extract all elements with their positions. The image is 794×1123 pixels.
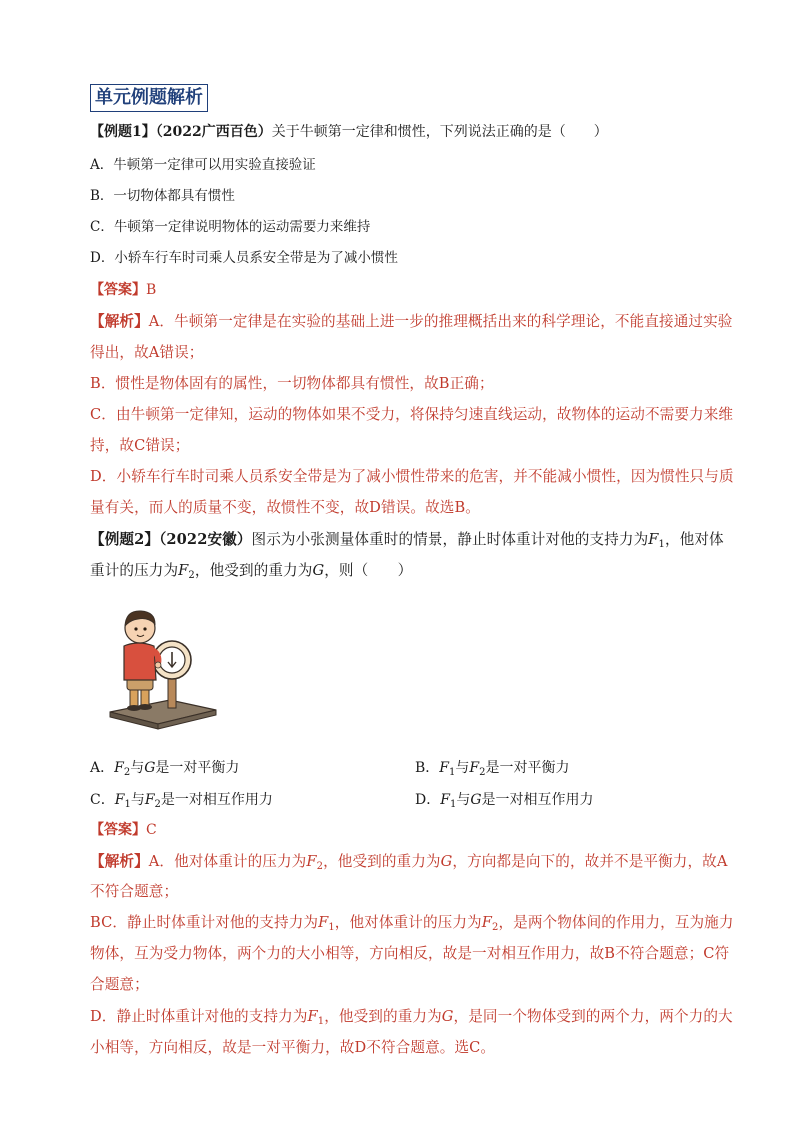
section-title: 单元例题解析 xyxy=(90,84,208,112)
option-text: 是一对相互作用力 xyxy=(481,792,594,808)
example2-option-c xyxy=(90,790,273,810)
example2-analysis-line4: 物体，互为受力物体，两个力的大小相等，方向相反，故是一对相互作用力，故B不符合题意；C符 xyxy=(90,945,730,962)
analysis-text: ，他受到的重力为 xyxy=(323,853,441,870)
example2-answer xyxy=(90,820,157,840)
example2-question-text: ，他受到的重力为 xyxy=(194,562,313,579)
example2-analysis-line1 xyxy=(90,852,728,872)
sub-1: 1 xyxy=(328,922,335,933)
example2-question-text: ，他对体 xyxy=(664,531,724,548)
example1-question-text: 关于牛顿第一定律和惯性，下列说法正确的是（ ） xyxy=(271,124,608,140)
option-label: A． xyxy=(90,760,115,776)
example1-option-b: B．一切物体都具有惯性 xyxy=(90,188,235,204)
sub-1: 1 xyxy=(449,799,457,810)
analysis-text: A．他对体重计的压力为 xyxy=(148,853,307,870)
analysis-text: ，是两个物体间的作用力，互为施力 xyxy=(498,914,734,931)
var-g: G xyxy=(440,853,453,870)
var-f: F xyxy=(648,531,659,548)
var-f: F xyxy=(481,914,492,931)
example1-analysis-line1 xyxy=(90,312,732,332)
example1-answer-tag: 【答案】 xyxy=(90,282,146,298)
example1-answer xyxy=(90,280,156,300)
var-g: G xyxy=(144,760,156,776)
analysis-text: D．静止时体重计对他的支持力为 xyxy=(90,1008,308,1025)
example1-analysis-line3: B．惯性是物体固有的属性，一切物体都具有惯性，故B正确； xyxy=(90,375,494,392)
example1-analysis-line5: 持，故C错误； xyxy=(90,437,190,454)
option-text: 与 xyxy=(130,760,145,776)
example1-analysis-line2: 得出，故A错误； xyxy=(90,344,204,361)
example2-analysis-line5: 合题意； xyxy=(90,976,149,993)
option-label: C． xyxy=(90,792,115,808)
example2-question-line2 xyxy=(90,561,412,581)
option-text: 是一对平衡力 xyxy=(155,760,240,776)
example2-option-b xyxy=(415,758,569,778)
example1-tag: 【例题1】 xyxy=(90,124,156,140)
option-label: B． xyxy=(415,760,440,776)
example1-analysis-line6: D．小轿车行车时司乘人员系安全带是为了减小惯性带来的危害，并不能减小惯性，因为惯性只与质 xyxy=(90,468,734,485)
analysis-text: BC．静止时体重计对他的支持力为 xyxy=(90,914,319,931)
example1-answer-value: B xyxy=(146,282,157,298)
sub-1: 1 xyxy=(449,767,456,778)
example1-analysis-line7: 量有关，而人的质量不变，故惯性不变，故D错误。故选B。 xyxy=(90,499,480,516)
var-g: G xyxy=(470,792,482,808)
var-f: F xyxy=(114,760,124,776)
var-f: F xyxy=(114,792,125,808)
sub-2: 2 xyxy=(154,799,161,810)
sub-2: 2 xyxy=(123,767,131,778)
example2-question-line1 xyxy=(90,530,724,550)
example2-analysis-line2: 不符合题意； xyxy=(90,883,179,900)
analysis-text: ，他受到的重力为 xyxy=(324,1008,442,1025)
var-f: F xyxy=(469,760,480,776)
var-f: F xyxy=(306,853,317,870)
example2-question-text: 重计的压力为 xyxy=(90,562,179,579)
sub-1: 1 xyxy=(124,799,131,810)
var-f: F xyxy=(439,760,450,776)
var-f: F xyxy=(178,562,189,579)
analysis-text: ，方向都是向下的，故并不是平衡力，故A xyxy=(452,853,728,870)
var-f: F xyxy=(440,792,450,808)
option-label: D． xyxy=(415,792,441,808)
sub-2: 2 xyxy=(188,570,195,581)
sub-1: 1 xyxy=(658,539,665,550)
option-text: 与 xyxy=(455,760,470,776)
example1-source: （2022广西百色） xyxy=(155,124,272,140)
sub-1: 1 xyxy=(317,1016,325,1027)
option-text: 与 xyxy=(130,792,145,808)
example1-analysis-text: A．牛顿第一定律是在实验的基础上进一步的推理概括出来的科学理论，不能直接通过实验 xyxy=(148,313,733,330)
example2-analysis-line7: 小相等，方向相反，故是一对平衡力，故D不符合题意。选C。 xyxy=(90,1039,496,1056)
var-g: G xyxy=(312,562,325,579)
var-f: F xyxy=(307,1008,318,1025)
analysis-text: ，是同一个物体受到的两个力，两个力的大 xyxy=(453,1008,733,1025)
sub-2: 2 xyxy=(479,767,486,778)
example2-tag: 【例题2】 xyxy=(90,531,160,548)
example1-option-c: C．牛顿第一定律说明物体的运动需要力来维持 xyxy=(90,219,371,235)
example1-option-d: D．小轿车行车时司乘人员系安全带是为了减小惯性 xyxy=(90,250,398,266)
example2-question-text: 图示为小张测量体重时的情景，静止时体重计对他的支持力为 xyxy=(251,531,649,548)
example2-analysis-tag: 【解析】 xyxy=(90,853,149,870)
example1-option-a: A．牛顿第一定律可以用实验直接验证 xyxy=(90,157,316,173)
var-f: F xyxy=(144,792,155,808)
example1-analysis-tag: 【解析】 xyxy=(90,313,149,330)
boy-on-scale-illustration xyxy=(108,600,218,730)
sub-2: 2 xyxy=(316,861,324,872)
example2-analysis-line3 xyxy=(90,913,734,933)
sub-2: 2 xyxy=(491,922,499,933)
option-text: 是一对平衡力 xyxy=(485,760,570,776)
example2-answer-tag: 【答案】 xyxy=(90,822,146,838)
example2-analysis-line6 xyxy=(90,1007,733,1027)
example2-answer-value: C xyxy=(146,822,157,838)
example1-question xyxy=(90,122,608,142)
example1-analysis-line4: C．由牛顿第一定律知，运动的物体如果不受力，将保持匀速直线运动，故物体的运动不需要力来维 xyxy=(90,406,734,423)
example2-option-a xyxy=(90,758,239,778)
example2-option-d xyxy=(415,790,594,810)
analysis-text: ，他对体重计的压力为 xyxy=(334,914,482,931)
option-text: 与 xyxy=(456,792,471,808)
var-g: G xyxy=(441,1008,454,1025)
option-text: 是一对相互作用力 xyxy=(160,792,273,808)
example2-source: （2022安徽） xyxy=(159,531,252,548)
example2-question-text: ，则（ ） xyxy=(324,562,413,579)
var-f: F xyxy=(318,914,329,931)
